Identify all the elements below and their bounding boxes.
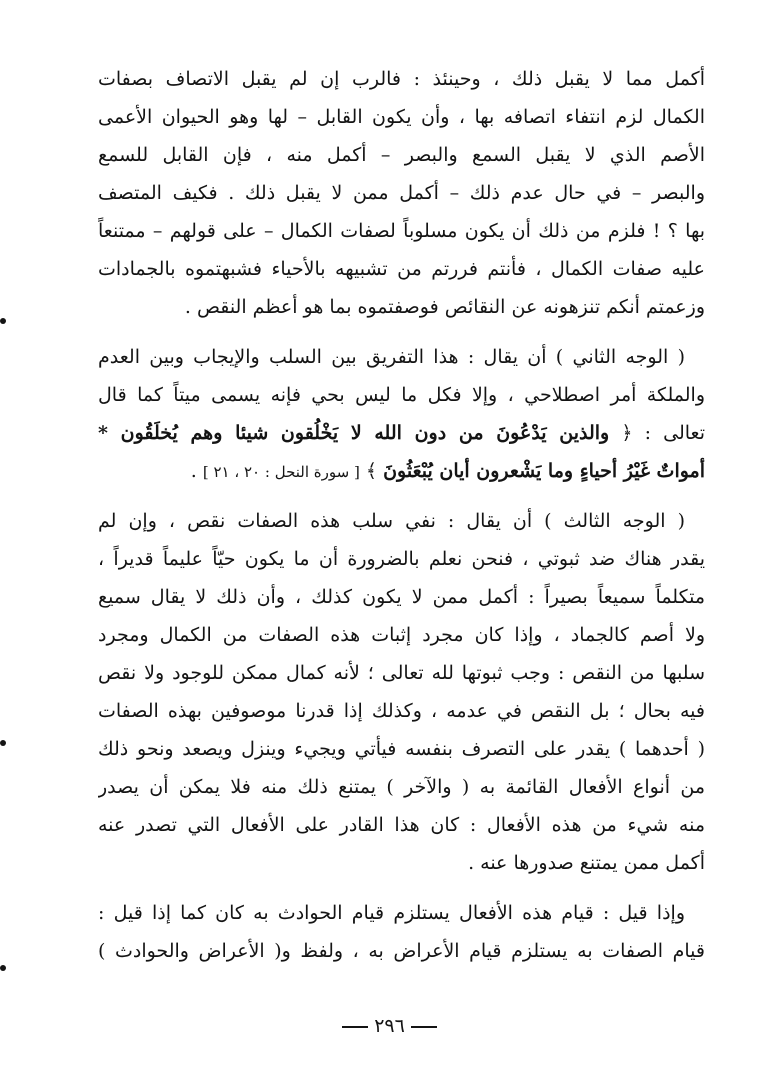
- text-line: ولا أصم كالجماد ، وإذا كان مجرد إثبات هذه الصفات من الكمال ومجرد: [98, 624, 705, 646]
- text-line-with-verse: [98, 452, 705, 490]
- margin-mark: [0, 965, 6, 971]
- paragraph-4: [98, 894, 705, 970]
- text-line: أكمل ممن يمتنع صدورها عنه .: [468, 852, 705, 874]
- verse-close: ﴾: [365, 460, 378, 482]
- text-line: الكمال لزم انتفاء اتصافه بها ، وأن يكون القابل – لها وهو الحيوان الأعمى: [98, 106, 705, 128]
- margin-mark: [0, 318, 6, 324]
- text-line: ( الوجه الثالث ) أن يقال : نفي سلب هذه الصفات نقص ، وإن لم: [98, 510, 685, 532]
- text-line: سلبها من النقص : وجب ثبوتها لله تعالى ؛ لأنه كمال ممكن للوجود ولا نقص: [98, 662, 705, 684]
- text-line-with-verse: [98, 414, 705, 452]
- margin-mark: [0, 740, 6, 746]
- text-line: يقدر هناك ضد ثبوتي ، فنحن نعلم بالضرورة أن ما يكون حيّاً عليماً قديراً ،: [98, 548, 705, 570]
- text-line: والبصر – في حال عدم ذلك – أكمل ممن لا يقبل ذلك . فكيف المتصف: [98, 182, 705, 204]
- text-line: وإذا قيل : قيام هذه الأفعال يستلزم قيام الحوادث به كان كما إذا قيل :: [98, 902, 685, 924]
- page-number-value: ٢٩٦: [374, 1015, 405, 1037]
- text-line: قيام الصفات به يستلزم قيام الأعراض به ، ولفظ و( الأعراض والحوادث ): [98, 940, 705, 962]
- book-page: [98, 60, 705, 970]
- verse-intro: تعالى : ﴿: [621, 422, 705, 444]
- text-line: فيه بحال ؛ بل النقص في عدمه ، وكذلك إذا قدرنا موصوفين بهذه الصفات: [98, 700, 705, 722]
- dash-decoration: [411, 1026, 437, 1028]
- text-line: من أنواع الأفعال القائمة به ( والآخر ) يمتنع ذلك منه فلا يمكن أن يصدر: [98, 776, 705, 798]
- quran-verse: أمواتٌ غَيْرُ أحياءٍ وما يَشْعرون أيان يُبْعَثُونَ: [383, 460, 705, 482]
- text-line: ( الوجه الثاني ) أن يقال : هذا التفريق بين السلب والإيجاب وبين العدم: [98, 346, 685, 368]
- text-line: بها ؟ ! فلزم من ذلك أن يكون مسلوباً لصفات الكمال – على قولهم – ممتنعاً: [98, 220, 705, 242]
- text-line: متكلماً سميعاً بصيراً : أكمل ممن لا يكون كذلك ، وأن ذلك لا يقال سميع: [98, 586, 705, 608]
- text-line: منه شيء من هذه الأفعال : كان هذا القادر على الأفعال التي تصدر عنه: [98, 814, 705, 836]
- text-line: ( أحدهما ) يقدر على التصرف بنفسه فيأتي ويجيء وينزل ويصعد ونحو ذلك: [98, 738, 705, 760]
- paragraph-3: [98, 502, 705, 882]
- dash-decoration: [342, 1026, 368, 1028]
- text-line: عليه صفات الكمال ، فأنتم فررتم من تشبيهه بالأحياء فشبهتموه بالجمادات: [98, 258, 705, 280]
- quran-verse: والذين يَدْعُونَ من دون الله لا يَخْلُقون شيئا وهم يُخلَقُون *: [98, 422, 610, 444]
- paragraph-1: [98, 60, 705, 326]
- text-line: والملكة أمر اصطلاحي ، وإلا فكل ما ليس بحي فإنه يسمى ميتاً كما قال: [98, 384, 705, 406]
- text-line: أكمل مما لا يقبل ذلك ، وحينئذ : فالرب إن لم يقبل الاتصاف بصفات: [98, 68, 705, 90]
- verse-reference: [ سورة النحل : ٢٠ ، ٢١ ]: [202, 463, 360, 481]
- paragraph-2: [98, 338, 705, 490]
- page-number: [0, 1015, 779, 1037]
- text-line: وزعمتم أنكم تنزهونه عن النقائص فوصفتموه بما هو أعظم النقص .: [184, 296, 705, 318]
- text-line: الأصم الذي لا يقبل السمع والبصر – أكمل منه ، فإن القابل للسمع: [98, 144, 705, 166]
- line-end-punctuation: .: [190, 460, 197, 482]
